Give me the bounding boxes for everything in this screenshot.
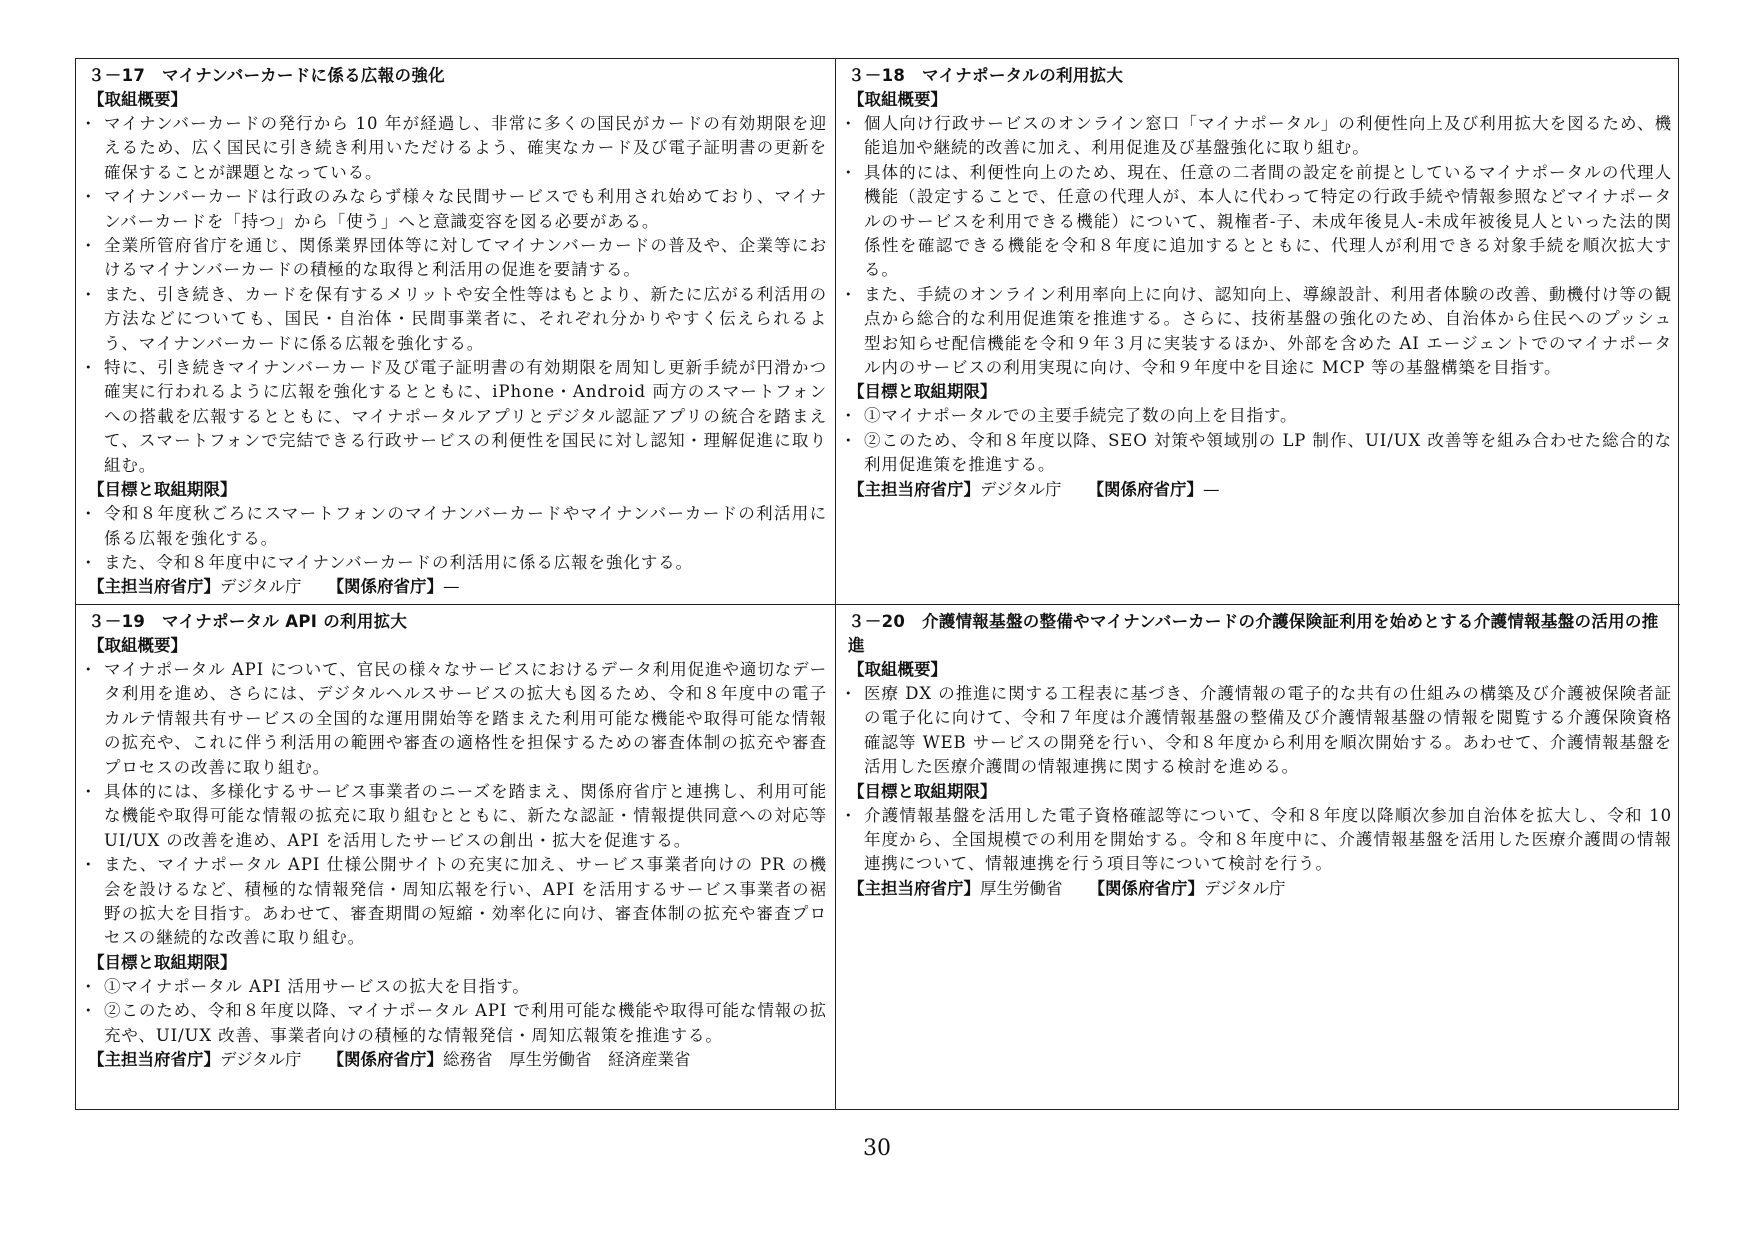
overview-item: ・ 具体的には、利便性向上のため、現在、任意の二者間の設定を前提としているマイナポータルの代理人機能（設定することで、任意の代理人が、本人に代わって特定の行政手続や情報参照などマイナポータルのサービスを利用できる機能）について、親権者-子、未成年後見人-未成年被後見人といった法的関係性を確認できる機能を令和８年度に追加するとともに、代理人が利用できる対象手続を順次拡大する。 [846,161,1672,283]
overview-item: ・ 全業所管府省庁を通じ、関係業界団体等に対してマイナンバーカードの普及や、企業等におけるマイナンバーカードの積極的な取得と利活用の促進を要請する。 [86,234,827,283]
goal-item: ・ また、令和８年度中にマイナンバーカードの利活用に係る広報を強化する。 [86,551,827,575]
section-3-17 [76,59,836,605]
lead-ministry-label: 【主担当府省庁】 [848,479,980,499]
overview-item: ・ また、引き続き、カードを保有するメリットや安全性等はもとより、新たに広がる利活用の方法などについても、国民・自治体・民間事業者に、それぞれ分かりやすく伝えられるよう、マイナンバーカードに係る広報を強化する。 [86,283,827,356]
goal-item: ・ ①マイナポータル API 活用サービスの拡大を目指す。 [86,975,827,999]
overview-item: ・ 具体的には、多様化するサービス事業者のニーズを踏まえ、関係府省庁と連携し、利用可能な機能や取得可能な情報の拡充に取り組むとともに、新たな認証・情報提供同意への対応等 UI/UX の改善を進め、API を活用したサービスの創出・拡大を促進する。 [86,780,827,853]
goals-heading: 【目標と取組期限】 [848,382,997,402]
goal-item: ・ 介護情報基盤を活用した電子資格確認等について、令和８年度以降順次参加自治体を拡大し、令和 10 年度から、全国規模での利用を開始する。令和８年度中に、介護情報基盤を活用した医療介護間の情報連携について、情報連携を行う項目等について検討を行う。 [846,804,1672,877]
section-title: ３－20 介護情報基盤の整備やマイナンバーカードの介護保険証利用を始めとする介護情報基盤の活用の推進 [848,612,1659,655]
overview-heading: 【取組概要】 [848,660,947,679]
section-3-19 [76,605,836,1109]
lead-ministry: デジタル庁 [220,1050,302,1070]
overview-item: ・ 特に、引き続きマイナンバーカード及び電子証明書の有効期限を周知し更新手続が円滑かつ確実に行われるように広報を強化するとともに、iPhone・Android 両方のスマートフォンへの搭載を広報するとともに、マイナポータルアプリとデジタル認証アプリの統合を踏まえて、スマートフォンで完結できる行政サービスの利便性を国民に対し認知・理解促進に取り組む。 [86,356,827,478]
goals-heading: 【目標と取組期限】 [848,781,997,801]
overview-item: ・ 個人向け行政サービスのオンライン窓口「マイナポータル」の利便性向上及び利用拡大を図るため、機能追加や継続的改善に加え、利用促進及び基盤強化に取り組む。 [846,112,1672,161]
overview-list [846,112,1672,380]
overview-item: ・ マイナンバーカードは行政のみならず様々な民間サービスでも利用され始めており、マイナンバーカードを「持つ」から「使う」へと意識変容を図る必要がある。 [86,185,827,234]
section-3-18 [836,59,1680,605]
section-title: ３－18 マイナポータルの利用拡大 [848,66,1124,85]
lead-ministry-label: 【主担当府省庁】 [848,878,980,898]
lead-ministry: デジタル庁 [980,479,1062,499]
related-ministry-label: 【関係府省庁】 [327,577,444,597]
lead-ministry-label: 【主担当府省庁】 [88,1050,220,1070]
goals-heading: 【目標と取組期限】 [88,480,237,500]
overview-list [86,658,827,951]
related-ministry: デジタル庁 [1204,878,1286,898]
related-ministry: 総務省 厚生労働省 経済産業省 [443,1050,691,1070]
overview-heading: 【取組概要】 [848,90,947,109]
overview-heading: 【取組概要】 [88,636,187,655]
ministry-line [848,478,1672,502]
ministry-line [88,1048,827,1072]
goals-list [846,404,1672,477]
goal-item: ・ 令和８年度秋ごろにスマートフォンのマイナンバーカードやマイナンバーカードの利活用に係る広報を強化する。 [86,502,827,551]
ministry-line [848,877,1672,901]
lead-ministry: デジタル庁 [220,577,302,597]
goal-item: ・ ②このため、令和８年度以降、SEO 対策や領域別の LP 制作、UI/UX 改善等を組み合わせた総合的な利用促進策を推進する。 [846,429,1672,478]
goals-list [86,502,827,575]
overview-list [86,112,827,478]
related-ministry-label: 【関係府省庁】 [1088,878,1204,898]
section-title: ３－17 マイナンバーカードに係る広報の強化 [88,66,445,85]
overview-item: ・ マイナンバーカードの発行から 10 年が経過し、非常に多くの国民がカードの有効期限を迎えるため、広く国民に引き続き利用いただけるよう、確実なカード及び電子証明書の更新を確保することが課題となっている。 [86,112,827,185]
overview-item: ・ また、マイナポータル API 仕様公開サイトの充実に加え、サービス事業者向けの PR の機会を設けるなど、積極的な情報発信・周知広報を行い、API を活用するサービス事業者の裾野の拡大を目指す。あわせて、審査期間の短縮・効率化に向け、審査体制の拡充や審査プロセスの継続的な改善に取り組む。 [86,853,827,951]
ministry-line [88,575,827,599]
related-ministry-label: 【関係府省庁】 [1087,479,1204,499]
related-ministry: — [443,577,460,597]
related-ministry-label: 【関係府省庁】 [327,1050,444,1070]
page-number: 30 [863,1136,891,1161]
section-3-20 [836,605,1680,1109]
overview-item: ・ マイナポータル API について、官民の様々なサービスにおけるデータ利用促進や適切なデータ利用を進め、さらには、デジタルヘルスサービスの拡大も図るため、令和８年度中の電子カルテ情報共有サービスの全国的な運用開始等を踏まえた利用可能な機能や取得可能な情報の拡充や、これに伴う利活用の範囲や審査の適格性を担保するための審査体制の拡充や審査プロセスの改善に取り組む。 [86,658,827,780]
goal-item: ・ ②このため、令和８年度以降、マイナポータル API で利用可能な機能や取得可能な情報の拡充や、UI/UX 改善、事業者向けの積極的な情報発信・周知広報策を推進する。 [86,999,827,1048]
overview-item: ・ 医療 DX の推進に関する工程表に基づき、介護情報の電子的な共有の仕組みの構築及び介護被保険者証の電子化に向けて、令和７年度は介護情報基盤の整備及び介護情報基盤の情報を閲覧する介護保険資格確認等 WEB サービスの開発を行い、令和８年度から利用を順次開始する。あわせて、介護情報基盤を活用した医療介護間の情報連携に関する検討を進める。 [846,682,1672,780]
overview-list [846,682,1672,780]
lead-ministry-label: 【主担当府省庁】 [88,577,220,597]
goals-list [846,804,1672,877]
measures-table [75,58,1679,1110]
related-ministry: — [1203,479,1220,499]
overview-heading: 【取組概要】 [88,90,187,109]
goal-item: ・ ①マイナポータルでの主要手続完了数の向上を目指す。 [846,404,1672,428]
goals-heading: 【目標と取組期限】 [88,952,237,972]
lead-ministry: 厚生労働省 [980,878,1063,898]
overview-item: ・ また、手続のオンライン利用率向上に向け、認知向上、導線設計、利用者体験の改善、動機付け等の観点から総合的な利用促進策を推進する。さらに、技術基盤の強化のため、自治体から住民へのプッシュ型お知らせ配信機能を令和９年３月に実装するほか、外部を含めた AI エージェントでのマイナポータル内のサービスの利用実現に向け、令和９年度中を目途に MCP 等の基盤構築を目指す。 [846,283,1672,381]
goals-list [86,975,827,1048]
section-title: ３－19 マイナポータル API の利用拡大 [88,612,408,631]
